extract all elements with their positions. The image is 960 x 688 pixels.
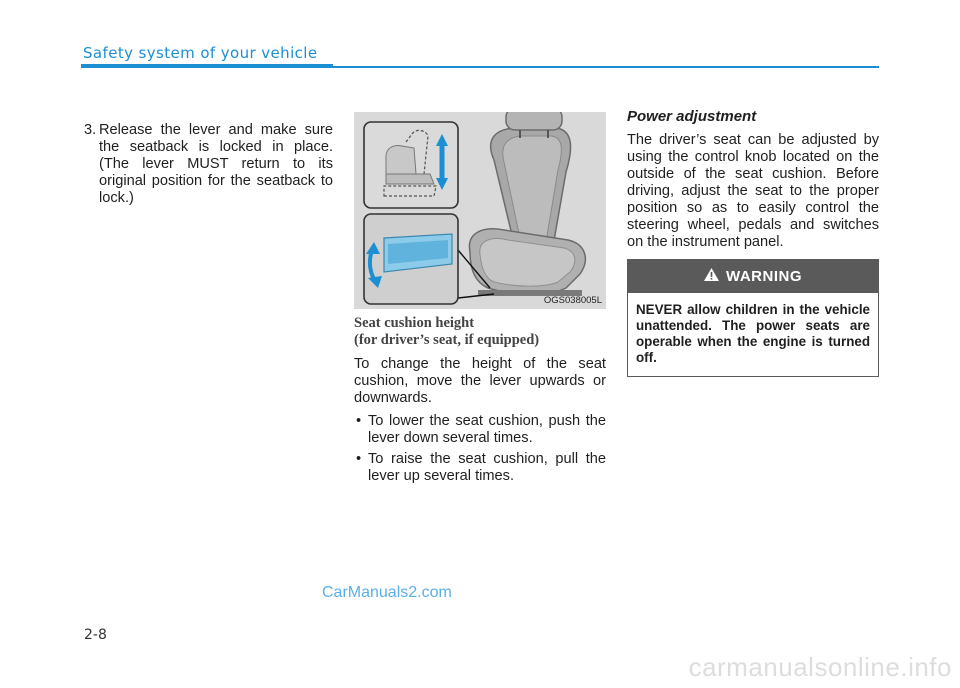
step-text: Release the lever and make sure the seatback is locked in place. (The lever MUST return to its original position for the seatback to lock.) [99,122,333,206]
power-adjustment-heading: Power adjustment [627,108,757,125]
power-adjustment-text: The driver’s seat can be adjusted by using the control knob located on the outside of the seat cushion. Before driving, adjust the seat to the proper position so as to easily control the steering wheel, pedals and switches on the instrument panel. [627,132,879,250]
watermark-carmanualsonline[interactable]: carmanualsonline.info [688,652,952,682]
seat-cushion-heading-line2: (for driver’s seat, if equipped) [354,332,540,348]
bullet-text: To lower the seat cushion, push the lever down several times. [368,413,606,446]
bullet-text: To raise the seat cushion, pull the lever up several times. [368,451,606,484]
page-number: 2-8 [84,627,107,643]
seat-cushion-heading [354,315,606,349]
seat-illustration [354,112,606,309]
seat-diagram-icon [354,112,606,309]
list-item [354,413,606,447]
step-3 [84,122,333,207]
warning-box [627,259,879,377]
bullet-dot: • [356,451,362,467]
left-column [84,122,333,207]
header-rule-thin [333,66,879,68]
bullet-dot: • [356,413,362,429]
middle-column [354,315,606,489]
warning-triangle-icon [704,268,719,285]
header-rule-thick [81,64,333,68]
warning-title: WARNING [726,268,802,285]
seat-cushion-intro: To change the height of the seat cushion, move the lever upwards or downwards. [354,356,606,406]
seat-cushion-heading-line1: Seat cushion height [354,315,475,331]
warning-text: NEVER allow children in the vehicle unattended. The power seats are operable when the engine is turned off. [636,302,870,365]
figure-code: OGS038005L [543,295,602,306]
step-number: 3. [84,122,97,138]
right-column [627,108,879,257]
list-item [354,451,606,485]
section-header-title: Safety system of your vehicle [83,44,318,62]
warning-header [628,260,878,293]
watermark-carmanuals2[interactable]: CarManuals2.com [322,584,452,601]
